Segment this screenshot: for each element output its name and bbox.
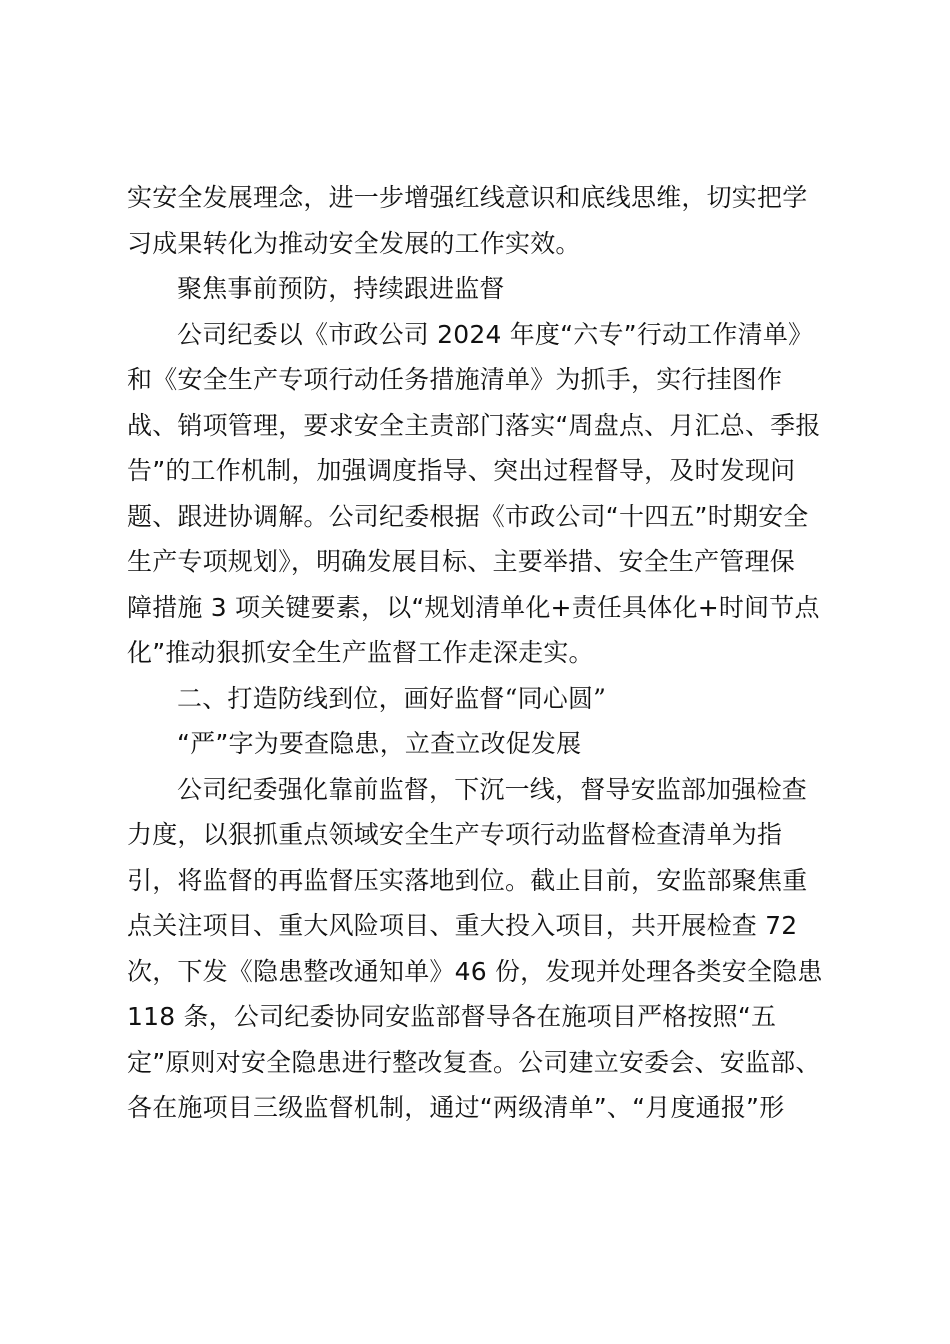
paragraph-line: 题、跟进协调解。公司纪委根据《市政公司“十四五”时期安全 [127, 501, 809, 531]
section-subheading: “严”字为要查隐患，立查立改促发展 [177, 729, 582, 758]
paragraph-line: 各在施项目三级监督机制，通过“两级清单”、“月度通报”形 [127, 1093, 785, 1122]
paragraph-line: 告”的工作机制，加强调度指导、突出过程督导，及时发现问 [127, 456, 796, 485]
paragraph-line: 点关注项目、重大风险项目、重大投入项目，共开展检查 72 [127, 911, 798, 940]
paragraph-line: 118 条，公司纪委协同安监部督导各在施项目严格按照“五 [127, 1002, 777, 1031]
paragraph-line: 习成果转化为推动安全发展的工作实效。 [127, 228, 581, 258]
paragraph-line: 战、销项管理，要求安全主责部门落实“周盘点、月汇总、季报 [127, 410, 821, 440]
paragraph-line: 引，将监督的再监督压实落地到位。截止目前，安监部聚焦重 [127, 865, 808, 895]
paragraph-line: 次，下发《隐患整改通知单》46 份，发现并处理各类安全隐患 [127, 956, 823, 986]
body-text [127, 175, 832, 1131]
paragraph-line: 生产专项规划》，明确发展目标、主要举措、安全生产管理保 [127, 547, 795, 576]
paragraph-line: 障措施 3 项关键要素，以“规划清单化+责任具体化+时间节点 [127, 592, 820, 622]
paragraph-line: 公司纪委强化靠前监督，下沉一线，督导安监部加强检查 [177, 774, 808, 804]
section-heading: 二、打造防线到位，画好监督“同心圆” [177, 683, 607, 713]
paragraph-line: 定”原则对安全隐患进行整改复查。公司建立安委会、安监部、 [127, 1047, 821, 1077]
paragraph-line: 力度，以狠抓重点领域安全生产专项行动监督检查清单为指 [127, 820, 783, 849]
section-subheading: 聚焦事前预防，持续跟进监督 [177, 274, 505, 303]
paragraph-line: 实安全发展理念，进一步增强红线意识和底线思维，切实把学 [127, 183, 808, 212]
paragraph-line: 和《安全生产专项行动任务措施清单》为抓手，实行挂图作 [127, 365, 783, 394]
paragraph-line: 化”推动狠抓安全生产监督工作走深走实。 [127, 638, 594, 667]
paragraph-line: 公司纪委以《市政公司 2024 年度“六专”行动工作清单》 [177, 319, 814, 349]
